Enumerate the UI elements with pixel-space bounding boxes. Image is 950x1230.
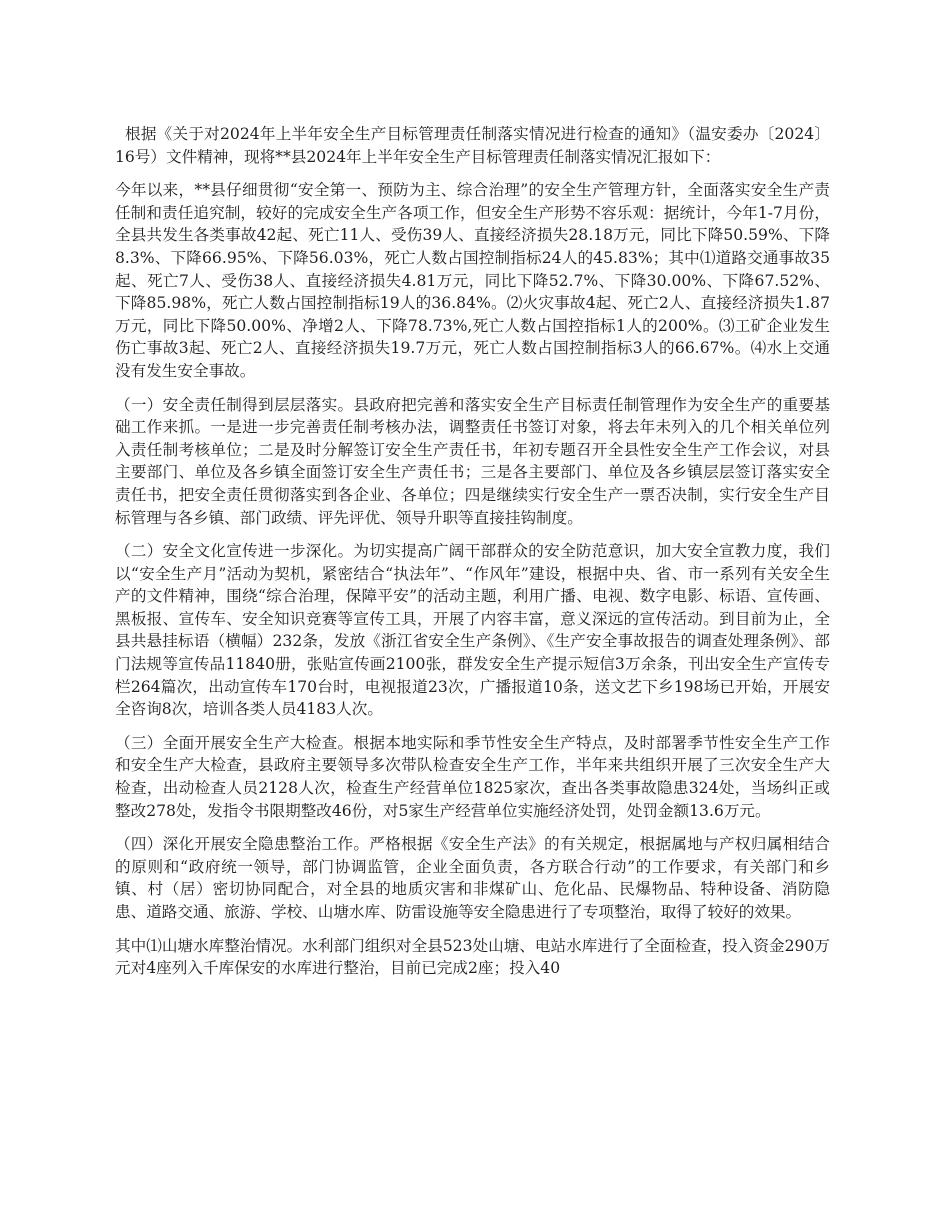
document-page	[115, 123, 830, 991]
section-2-paragraph: （二）安全文化宣传进一步深化。为切实提高广阔干部群众的安全防范意识，加大安全宣教力度，我们以“安全生产月”活动为契机，紧密结合“执法年”、“作风年”建设，根据中央、省、市一系列有关安全生产的文件精神，围绕“综合治理，保障平安”的活动主题，利用广播、电视、数字电影、标语、宣传画、黑板报、宣传车、安全知识竞赛等宣传工具，开展了内容丰富，意义深远的宣传活动。到目前为止，全县共悬挂标语（横幅）232条，发放《浙江省安全生产条例》、《生产安全事故报告的调查处理条例》、部门法规等宣传品11840册，张贴宣传画2100张，群发安全生产提示短信3万余条，刊出安全生产宣传专栏264篇次，出动宣传车170台时，电视报道23次，广播报道10条，送文艺下乡198场已开始，开展安全咨询8次，培训各类人员4183人次。	[115, 542, 830, 719]
reservoir-paragraph: 其中⑴山塘水库整治情况。水利部门组织对全县523处山塘、电站水库进行了全面检查，投入资金290万元对4座列入千库保安的水库进行整治，目前已完成2座；投入40	[115, 936, 830, 978]
section-4-paragraph: （四）深化开展安全隐患整治工作。严格根据《安全生产法》的有关规定，根据属地与产权归属相结合的原则和“政府统一领导，部门协调监管，企业全面负责，各方联合行动”的工作要求，有关部门和乡镇、村（居）密切协同配合，对全县的地质灾害和非煤矿山、危化品、民爆物品、特种设备、消防隐患、道路交通、旅游、学校、山塘水库、防雷设施等安全隐患进行了专项整治，取得了较好的效果。	[115, 835, 830, 921]
intro-paragraph: 根据《关于对2024年上半年安全生产目标管理责任制落实情况进行检查的通知》（温安委办〔2024〕16号）文件精神，现将**县2024年上半年安全生产目标管理责任制落实情况汇报如下：	[115, 125, 830, 166]
section-1-paragraph: （一）安全责任制得到层层落实。县政府把完善和落实安全生产目标责任制管理作为安全生产的重要基础工作来抓。一是进一步完善责任制考核办法，调整责任书签订对象，将去年未列入的几个相关单位列入责任制考核单位；二是及时分解签订安全生产责任书，年初专题召开全县性安全生产工作会议，对县主要部门、单位及各乡镇全面签订安全生产责任书；三是各主要部门、单位及各乡镇层层签订落实安全责任书，把安全责任贯彻落实到各企业、各单位；四是继续实行安全生产一票否决制，实行安全生产目标管理与各乡镇、部门政绩、评先评优、领导升职等直接挂钩制度。	[115, 395, 830, 527]
section-3-paragraph: （三）全面开展安全生产大检查。根据本地实际和季节性安全生产特点，及时部署季节性安全生产工作和安全生产大检查，县政府主要领导多次带队检查安全生产工作，半年来共组织开展了三次安全生产大检查，出动检查人员2128人次，检查生产经营单位1825家次，查出各类事故隐患324处，当场纠正或整改278处，发指令书限期整改46份，对5家生产经营单位实施经济处罚，处罚金额13.6万元。	[115, 733, 830, 820]
overview-paragraph: 今年以来，**县仔细贯彻“安全第一、预防为主、综合治理”的安全生产管理方针，全面落实安全生产责任制和责任追究制，较好的完成安全生产各项工作，但安全生产形势不容乐观：据统计，今年1-7月份，全县共发生各类事故42起、死亡11人、受伤39人、直接经济损失28.18万元，同比下降50.59%、下降8.3%、下降66.95%、下降56.03%，死亡人数占国控制指标24人的45.83%；其中⑴道路交通事故35起、死亡7人、受伤38人、直接经济损失4.81万元，同比下降52.7%、下降30.00%、下降67.52%、下降85.98%，死亡人数占国控制指标19人的36.84%。⑵火灾事故4起、死亡2人、直接经济损失1.87万元，同比下降50.00%、净增2人、下降78.73%,死亡人数占国控指标1人的200%。⑶工矿企业发生伤亡事故3起、死亡2人、直接经济损失19.7万元，死亡人数占国控制指标3人的66.67%。⑷水上交通没有发生安全事故。	[115, 181, 830, 380]
